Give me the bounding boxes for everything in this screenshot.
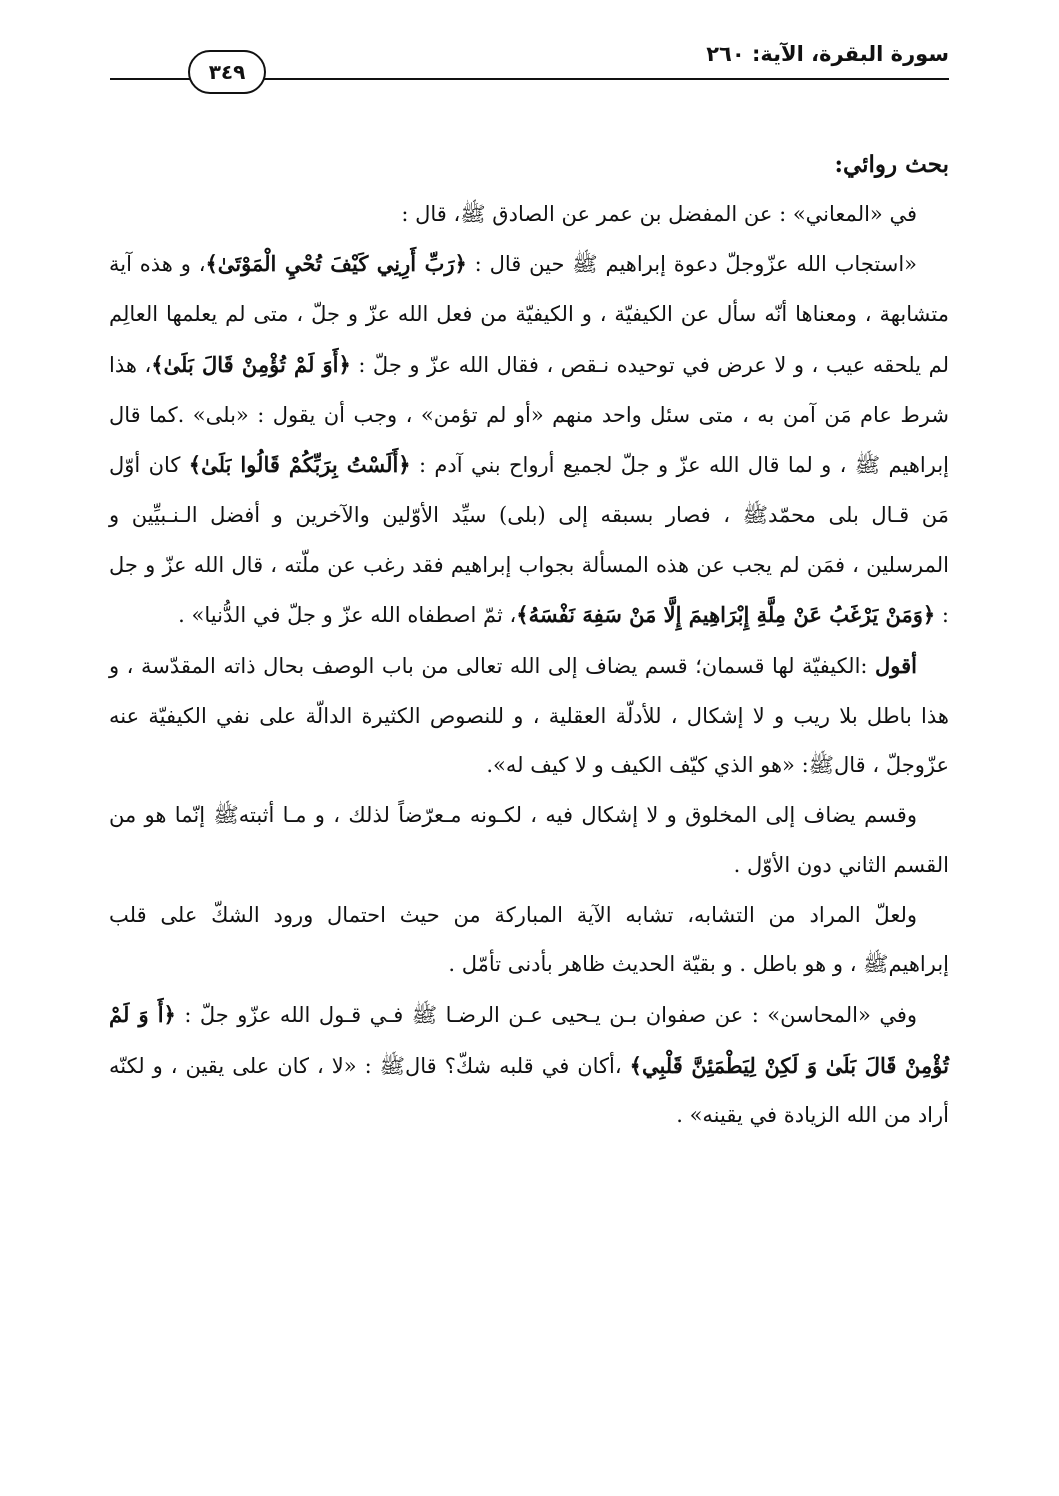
page-number-badge: ٣٤٩	[188, 50, 266, 94]
text-run: ، و هذه آية متشابهة ، ومعناها أنّه سأل عن الكيفيّة ، و الكيفيّة من فعل الله عزّ و جلّ ، متى لم يعلمها العالِم لم يلحقه عيب ، و لا عرض في توحيده نـقص ، فقال الله عزّ و جلّ :	[109, 252, 949, 377]
page-header	[110, 40, 949, 90]
section-heading: بحث روائي:	[834, 151, 949, 178]
paragraph-hadith-main	[109, 239, 949, 641]
quran-verse: ﴿أَ وَ لَمْ تُؤْمِنْ قَالَ بَلَىٰ وَ لَكِنْ لِيَطْمَئِنَّ قَلْبِي﴾	[109, 1001, 949, 1078]
paragraph-text: وقسم يضاف إلى المخلوق و لا إشكال فيه ، لكـونه مـعرّضاً لذلك ، و مـا أثبتهﷺ إنّما هو من القسم الثاني دون الأوّل .	[109, 803, 949, 877]
paragraph-mahasin	[109, 990, 949, 1141]
commentary-lead: أقول	[875, 653, 917, 679]
text-run: «استجاب الله عزّوجلّ دعوة إبراهيم ﷺ حين قال :	[466, 252, 917, 277]
text-run: ، ثمّ اصطفاه الله عزّ و جلّ في الدُّنيا» .	[178, 603, 517, 628]
paragraph-text: ولعلّ المراد من التشابه، تشابه الآية المباركة من حيث احتمال ورود الشكّ على قلب إبراهيمﷺ ، و هو باطل . و بقيّة الحديث ظاهر بأدنى تأمّل .	[109, 902, 949, 977]
quran-verse: ﴿وَمَنْ يَرْغَبُ عَنْ مِلَّةِ إِبْرَاهِيمَ إِلَّا مَنْ سَفِهَ نَفْسَهُ﴾	[516, 602, 936, 628]
paragraph-second-kind	[109, 791, 949, 890]
paragraph-source-intro	[109, 190, 949, 240]
paragraph-commentary	[109, 641, 949, 791]
quran-verse: ﴿رَبِّ أَرِنِي كَيْفَ تُحْيِ الْمَوْتَىٰ﴾	[205, 251, 467, 277]
page-body	[109, 140, 949, 1141]
text-run: كان أوّل مَن قـال بلى محمّدﷺ ، فصار بسبقه إلى (بلى) سيِّد الأوّلين والآخرين و أفضل الـنـبيِّين و المرسلين ، فمَن لم يجب عن هذه المسألة بجواب إبراهيم فقد رغب عن ملّته ، قال الله عزّ و جل :	[109, 453, 949, 628]
text-run: ،أكان في قلبه شكّ؟ قالﷺ : «لا ، كان على يقين ، و لكنّه أراد من الله الزيادة في يقينه» .	[109, 1053, 949, 1128]
quran-verse: ﴿أَوَ لَمْ تُؤْمِنْ قَالَ بَلَىٰ﴾	[151, 351, 351, 377]
text-run: ، هذا شرط عام مَن آمن به ، متى سئل واحد منهم «أو لم تؤمن» ، وجب أن يقول : «بلى» .كما قال إبراهيم ﷺ ، و لما قال الله عزّ و جلّ لجميع أرواح بني آدم :	[109, 352, 949, 478]
paragraph-text: :الكيفيّة لها قسمان؛ قسم يضاف إلى الله تعالى من باب الوصف بحال ذاته المقدّسة ، و هذا باطل بلا ريب و لا إشكال ، للأدلّة العقلية ، و للنصوص الكثيرة الدالّة على نفي الكيفيّة عنه عزّوجلّ ، قالﷺ: «هو الذي كيّف الكيف و لا كيف له».	[109, 654, 949, 778]
paragraph-similarity	[109, 891, 949, 990]
quran-verse: ﴿أَلَسْتُ بِرَبِّكُمْ قَالُوا بَلَىٰ﴾	[188, 452, 411, 478]
running-title: سورة البقرة، الآية: ٢٦٠	[706, 42, 949, 66]
paragraph-text: في «المعاني» : عن المفضل بن عمر عن الصادق ﷺ، قال :	[401, 201, 917, 226]
text-run: وفي «المحاسن» : عن صفوان بـن يـحيى عـن الرضـا ﷺ فـي قـول الله عزّو جلّ :	[175, 1002, 917, 1027]
